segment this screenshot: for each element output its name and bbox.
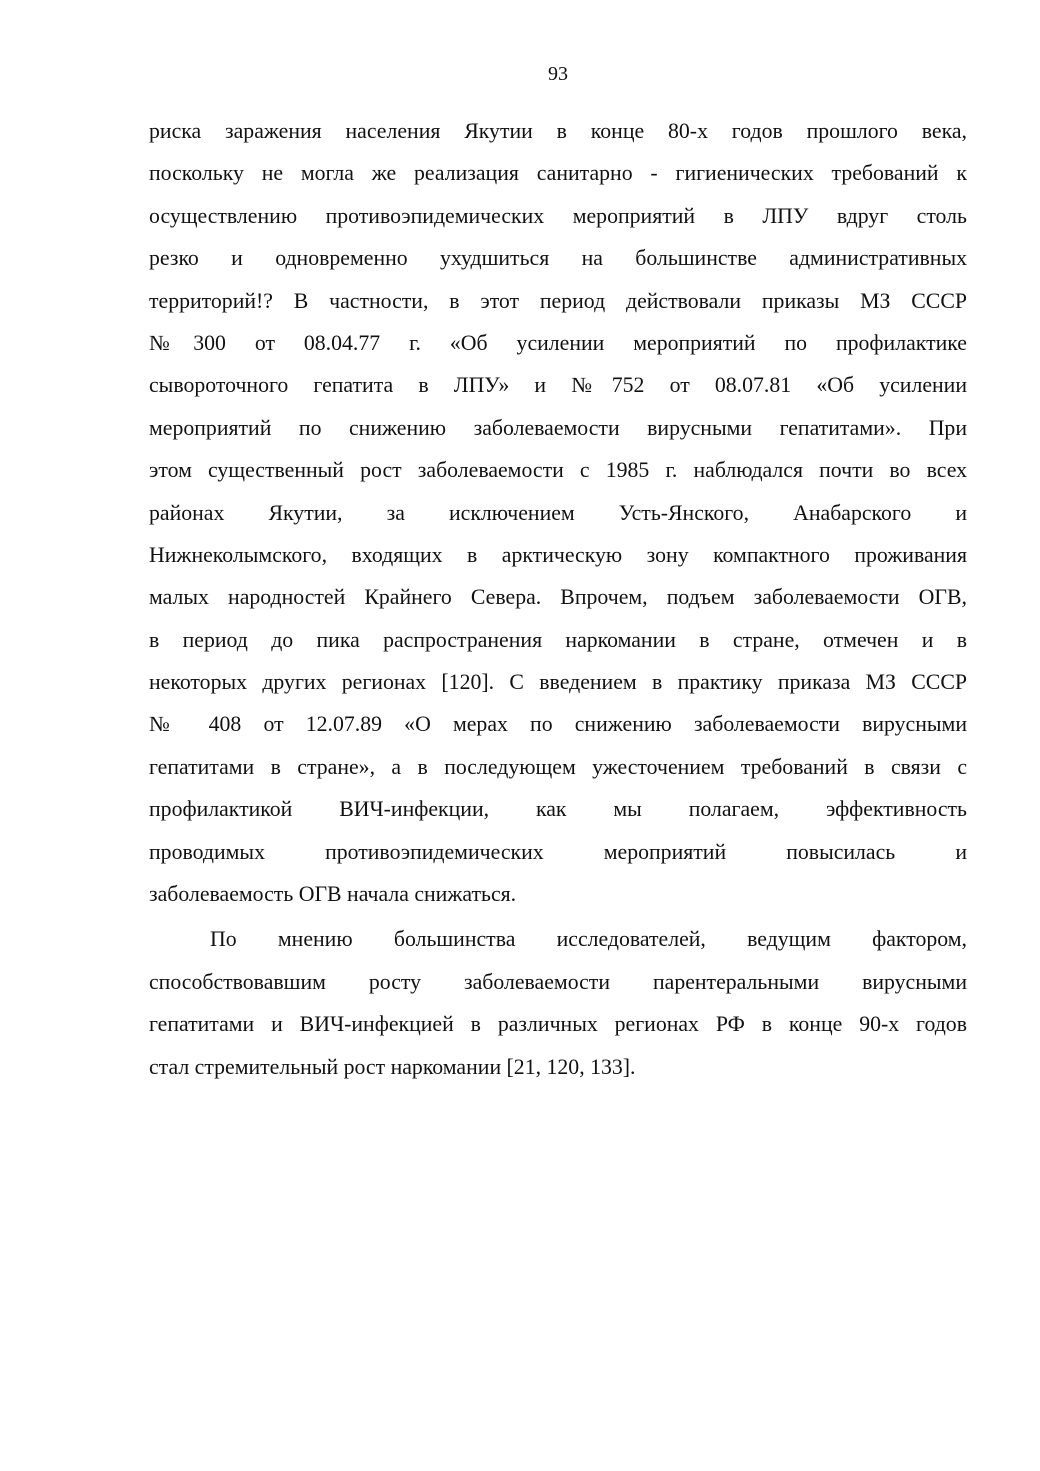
- paragraph-1: [149, 110, 967, 915]
- text-line: гепатитами в стране», а в последующем ужесточением требований в связи с: [149, 754, 967, 779]
- text-line: гепатитами и ВИЧ-инфекцией в различных регионах РФ в конце 90-х годов: [149, 1012, 967, 1037]
- text-line: малых народностей Крайнего Севера. Впрочем, подъем заболеваемости ОГВ,: [149, 585, 967, 610]
- text-line: № 408 от 12.07.89 «О мерах по снижению заболеваемости вирусными: [149, 712, 967, 737]
- text-line: способствовавшим росту заболеваемости парентеральными вирусными: [149, 969, 967, 994]
- text-line: Нижнеколымского, входящих в арктическую зону компактного проживания: [149, 542, 967, 567]
- paragraph-2: [149, 918, 967, 1088]
- text-line: территорий!? В частности, в этот период действовали приказы МЗ СССР: [149, 288, 967, 313]
- text-line: резко и одновременно ухудшиться на большинстве административных: [149, 246, 967, 271]
- page-number: 93: [548, 63, 568, 85]
- body-text: [149, 110, 967, 1088]
- text-line: риска заражения населения Якутии в конце 80-х годов прошлого века,: [149, 119, 967, 143]
- text-line: поскольку не могла же реализация санитарно - гигиенических требований к: [149, 161, 967, 186]
- text-line: заболеваемость ОГВ начала снижаться.: [149, 882, 517, 907]
- text-line: сывороточного гепатита в ЛПУ» и №752 от 08.07.81 «Об усилении: [149, 373, 967, 398]
- text-line: осуществлению противоэпидемических мероприятий в ЛПУ вдруг столь: [149, 203, 967, 228]
- text-line: №300 от 08.04.77 г. «Об усилении мероприятий по профилактике: [149, 330, 967, 355]
- text-line: районах Якутии, за исключением Усть-Янского, Анабарского и: [149, 500, 967, 525]
- text-line: проводимых противоэпидемических мероприятий повысилась и: [149, 839, 967, 864]
- text-line: в период до пика распространения наркомании в стране, отмечен и в: [149, 627, 967, 652]
- text-line: По мнению большинства исследователей, ведущим фактором,: [210, 927, 967, 952]
- text-line: профилактикой ВИЧ-инфекции, как мы полагаем, эффективность: [149, 797, 967, 822]
- text-line: некоторых других регионах [120]. С введением в практику приказа МЗ СССР: [149, 670, 967, 695]
- text-line: стал стремительный рост наркомании [21, 120, 133].: [149, 1054, 636, 1079]
- text-line: мероприятий по снижению заболеваемости вирусными гепатитами». При: [149, 415, 967, 440]
- text-line: этом существенный рост заболеваемости с 1985 г. наблюдался почти во всех: [149, 458, 967, 483]
